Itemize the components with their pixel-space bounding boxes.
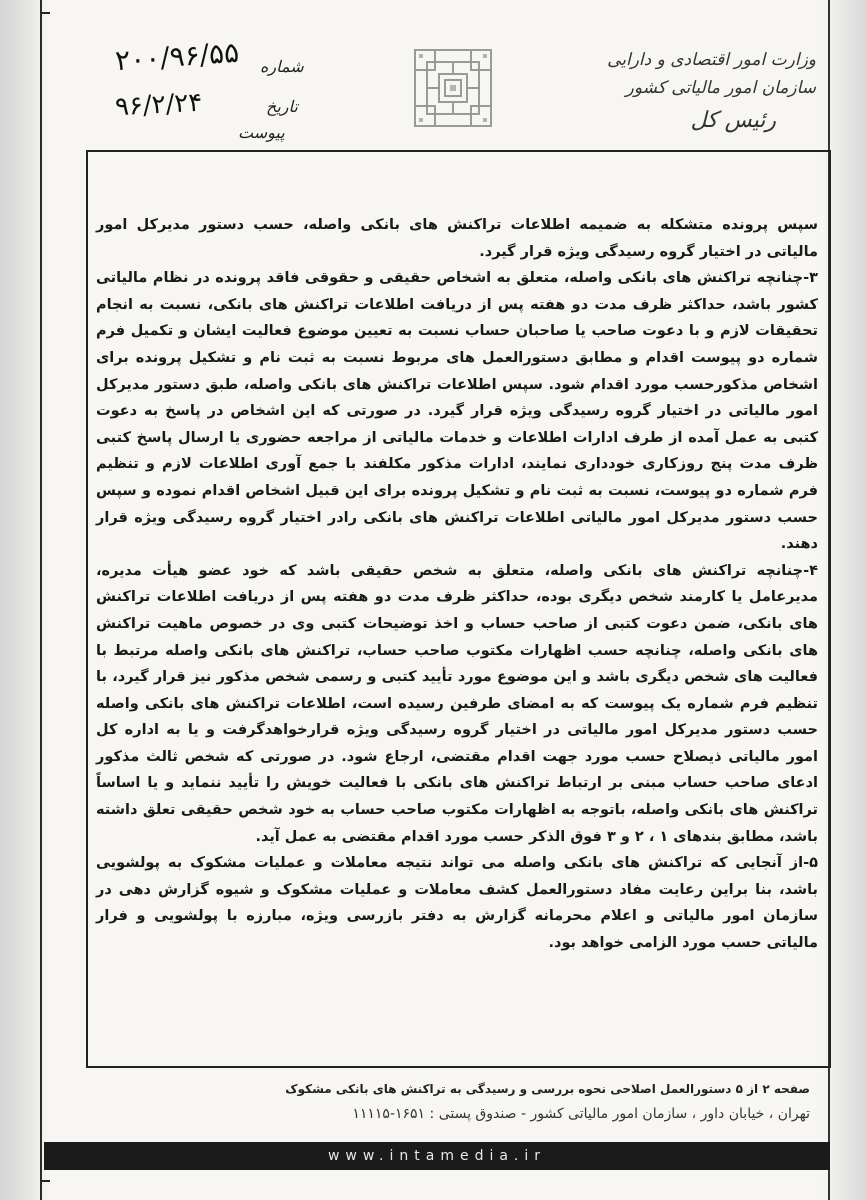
paragraph-clause-4: ۴-چنانچه تراکنش های بانکی واصله، متعلق به شخص حقیقی باشد که خود عضو هیأت مدیره، مدیرعامل یا کارمند شخص دیگری بوده، حداکثر ظرف مدت دو هفته پس از دریافت اطلاعات تراکنش های بانکی، ضمن دعوت کتبی از صاحب حساب و اخذ توضیحات کتبی وی در خصوص ماهیت تراکنش های بانکی واصله، چنانچه حسب اظهارات مکتوب صاحب حساب، تراکنش های بانکی واصله مرتبط با فعالیت های شخص دیگری باشد و این موضوع مورد تأیید کتبی و رسمی شخص مذکور نیز قرار گیرد، با تنظیم فرم شماره یک پیوست که به امضای طرفین رسیده است، اطلاعات تراکنش های بانکی واصله حسب دستور مدیرکل امور مالیاتی در اختیار گروه رسیدگی ویژه قرارخواهدگرفت و یا به اداره کل امور مالیاتی ذیصلاح حسب مورد جهت اقدام مقتضی، ارجاع شود. در صورتی که شخص ثالث مذکور ادعای صاحب حساب مبنی بر ارتباط تراکنش های بانکی با فعالیت خویش را تأیید ننماید و یا اساساً تراکنش های بانکی واصله، باتوجه به اظهارات مکتوب صاحب حساب به خود شخص حقیقی تعلق داشته باشد، مطابق بندهای ۱ ، ۲ و ۳ فوق الذکر حسب مورد اقدام مقتضی به عمل آید.	[96, 562, 818, 845]
letter-meta	[110, 35, 310, 145]
letterhead	[556, 50, 816, 133]
letter-number: ۲۰۰/۹۶/۵۵	[114, 35, 241, 78]
paragraph-clause-5: ۵-از آنجایی که تراکنش های بانکی واصله می تواند نتیجه معاملات و عملیات مشکوک به پولشویی باشد، بنا براین رعایت مفاد دستورالعمل کشف معاملات و عملیات مشکوک و شیوه گزارش دهی در سازمان امور مالیاتی و اعلام محرمانه گزارش به دفتر بازرسی ویژه، مبارزه با پولشویی و فرار مالیاتی حسب مورد الزامی خواهد بود.	[96, 855, 818, 952]
scan-line-left	[40, 0, 42, 1200]
paragraph-clause-3: ۳-چنانچه تراکنش های بانکی واصله، متعلق به اشخاص حقیقی و حقوقی فاقد پرونده در نظام مالیاتی کشور باشد، حداکثر ظرف مدت دو هفته پس از دریافت اطلاعات تراکنش های بانکی، نسبت به انجام تحقیقات لازم و با دعوت صاحب یا صاحبان حساب نسبت به تعیین موضوع فعالیت ایشان و تکمیل فرم شماره دو پیوست اقدام و مطابق دستورالعمل های مربوط نسبت به ثبت نام و تشکیل پرونده برای اشخاص مذکورحسب مورد اقدام شود. سپس اطلاعات تراکنش های بانکی واصله، طبق دستور مدیرکل امور مالیاتی در اختیار گروه رسیدگی ویژه قرار گیرد. در صورتی که این اشخاص در پاسخ به دعوت کتبی به عمل آمده از طرف ادارات اطلاعات و خدمات مالیاتی از مراجعه حضوری یا ارسال پاسخ کتبی ظرف مدت پنج روزکاری خودداری نمایند، ادارات مذکور مکلفند با جمع آوری اطلاعات لازم و تنظیم فرم شماره دو پیوست، نسبت به ثبت نام و تشکیل پرونده برای این قبیل اشخاص اقدام نموده و سپس حسب دستور مدیرکل امور مالیاتی اطلاعات تراکنش های بانکی رادر اختیار گروه رسیدگی ویژه قرار دهند.	[96, 270, 818, 553]
attachment-label: پیوست	[238, 123, 285, 142]
footer-bar	[44, 1142, 830, 1170]
postal-address: تهران ، خیابان داور ، سازمان امور مالیاتی کشور - صندوق پستی : ۱۶۵۱-۱۱۱۱۵	[352, 1106, 810, 1122]
ministry-name: وزارت امور اقتصادی و دارایی	[607, 50, 816, 70]
number-label: شماره	[260, 57, 304, 76]
page-caption: صفحه ۲ از ۵ دستورالعمل اصلاحی نحوه بررسی و رسیدگی به تراکنش های بانکی مشکوک	[285, 1082, 810, 1096]
office-title: رئیس کل	[690, 108, 776, 133]
binder-tick	[42, 1180, 50, 1182]
date-label: تاریخ	[266, 97, 298, 116]
binder-tick	[42, 12, 50, 14]
letter-date: ۹۶/۲/۲۴	[114, 87, 204, 123]
paragraph-continuation: سپس پرونده متشکله به ضمیمه اطلاعات تراکنش های بانکی واصله، حسب دستور مدیرکل امور مالیاتی در اختیار گروه رسیدگی ویژه قرار گیرد.	[96, 217, 818, 260]
emblem-logo-icon	[405, 40, 501, 136]
document-body	[96, 212, 818, 957]
organization-name: سازمان امور مالیاتی کشور	[625, 78, 816, 98]
website-link: www.intamedia.ir	[327, 1148, 547, 1164]
